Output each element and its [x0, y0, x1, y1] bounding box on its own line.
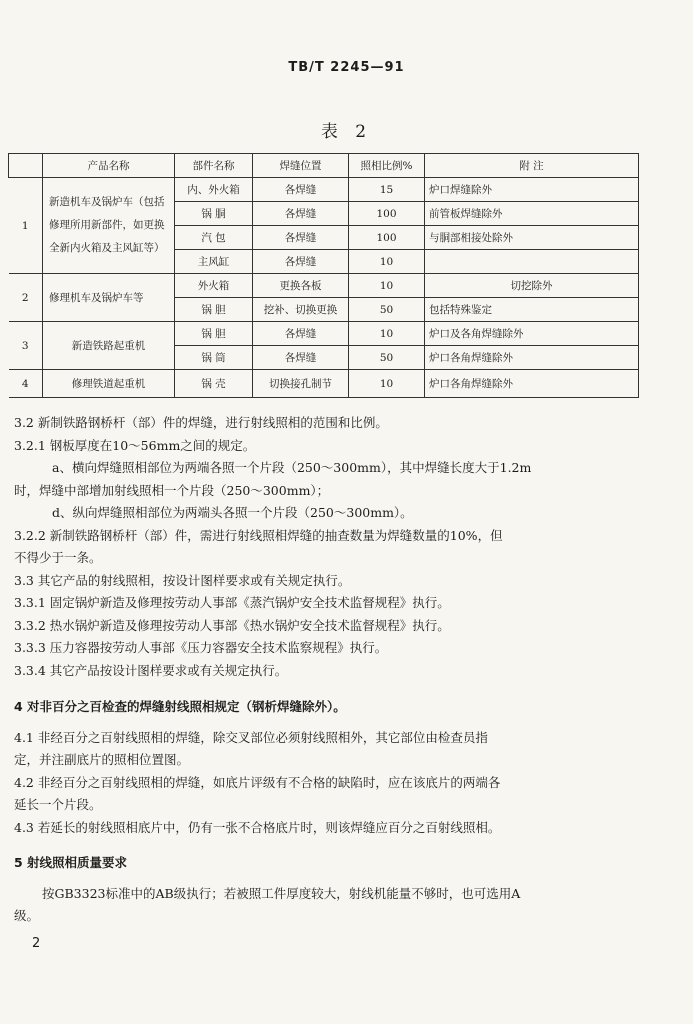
- table-2: [8, 153, 639, 398]
- ratio: 10: [349, 274, 425, 298]
- ratio: 50: [349, 346, 425, 370]
- clause-3-2-2: 3.2.2 新制铁路钢桥杆（部）件，需进行射线照相焊缝的抽查数量为焊缝数量的10%，但: [14, 527, 503, 543]
- clause-5-text: 按GB3323标准中的AB级执行；若被照工件厚度较大，射线机能量不够时，也可选用A: [42, 885, 521, 901]
- row-number: 2: [9, 274, 43, 322]
- section-4-heading: 4 对非百分之百检查的焊缝射线照相规定（钢析焊缝除外）。: [14, 699, 346, 714]
- clause-4-3: 4.3 若延长的射线照相底片中，仍有一张不合格底片时，则该焊缝应百分之百射线照相。: [14, 819, 501, 835]
- product-name: 修理机车及锅炉车等: [43, 274, 175, 322]
- weld-position: 各焊缝: [253, 202, 349, 226]
- note: 切挖除外: [425, 274, 639, 298]
- note: [425, 250, 639, 274]
- section-5-heading: 5 射线照相质量要求: [14, 855, 128, 870]
- part-name: 主风缸: [175, 250, 253, 274]
- ratio: 10: [349, 322, 425, 346]
- clause-3-2-2-cont: 不得少于一条。: [14, 550, 102, 565]
- clause-3-3-3: 3.3.3 压力容器按劳动人事部《压力容器安全技术监察规程》执行。: [14, 640, 388, 655]
- note: 炉口焊缝除外: [425, 178, 639, 202]
- part-name: 锅 胆: [175, 298, 253, 322]
- doc-header: TB/T 2245—91: [288, 60, 405, 75]
- clause-3-3-1: 3.3.1 固定锅炉新造及修理按劳动人事部《蒸汽锅炉安全技术监督规程》执行。: [14, 595, 450, 610]
- ratio: 100: [349, 202, 425, 226]
- section-5: [14, 852, 614, 928]
- product-name: 新造铁路起重机: [43, 322, 175, 370]
- part-name: 锅 胆: [175, 322, 253, 346]
- weld-position: 更换各板: [253, 274, 349, 298]
- table-header-row: [9, 154, 639, 178]
- item-a-cont: 时，焊缝中部增加射线照相一个片段（250～300mm）；: [14, 482, 330, 498]
- clause-3-2-1: 3.2.1 钢板厚度在10～56mm之间的规定。: [14, 437, 256, 453]
- product-name: 修理铁道起重机: [43, 370, 175, 398]
- part-name: 内、外火箱: [175, 178, 253, 202]
- clause-4-2: 4.2 非经百分之百射线照相的焊缝，如底片评级有不合格的缺陷时，应在该底片的两端各: [14, 774, 501, 790]
- clause-3-3-2: 3.3.2 热水锅炉新造及修理按劳动人事部《热水锅炉安全技术监督规程》执行。: [14, 617, 450, 633]
- part-name: 锅 胴: [175, 202, 253, 226]
- clause-3-2: 3.2 新制铁路钢桥杆（部）件的焊缝，进行射线照相的范围和比例。: [14, 415, 388, 430]
- note: 与胴部相接处除外: [425, 226, 639, 250]
- ratio: 15: [349, 178, 425, 202]
- row-number: 3: [9, 322, 43, 370]
- page-number: 2: [32, 936, 41, 951]
- table-row: [9, 274, 639, 298]
- ratio: 50: [349, 298, 425, 322]
- col-header-note: 附 注: [425, 154, 639, 178]
- col-header-position: 焊缝位置: [253, 154, 349, 178]
- weld-position: 挖补、切换更换: [253, 298, 349, 322]
- part-name: 外火箱: [175, 274, 253, 298]
- col-header-ratio: 照相比例%: [349, 154, 425, 178]
- part-name: 汽 包: [175, 226, 253, 250]
- clause-4-1-cont: 定，并注副底片的照相位置图。: [14, 752, 190, 767]
- note: 包括特殊鉴定: [425, 298, 639, 322]
- table-caption: 表 2: [320, 122, 373, 142]
- note: 炉口各角焊缝除外: [425, 346, 639, 370]
- col-header-part: 部件名称: [175, 154, 253, 178]
- part-name: 锅 筒: [175, 346, 253, 370]
- weld-position: 切换接孔制节: [253, 370, 349, 398]
- ratio: 100: [349, 226, 425, 250]
- col-header-no: [9, 154, 43, 178]
- weld-position: 各焊缝: [253, 178, 349, 202]
- clause-4-1: 4.1 非经百分之百射线照相的焊缝，除交叉部位必须射线照相外，其它部位由检查员指: [14, 729, 488, 745]
- ratio: 10: [349, 250, 425, 274]
- clause-4-2-cont: 延长一个片段。: [14, 797, 102, 812]
- item-a: a、横向焊缝照相部位为两端各照一个片段（250～300mm），其中焊缝长度大于1.2m: [52, 460, 532, 475]
- table-row: [9, 370, 639, 398]
- part-name: 锅 壳: [175, 370, 253, 398]
- table-row: [9, 178, 639, 202]
- table-row: [9, 322, 639, 346]
- weld-position: 各焊缝: [253, 346, 349, 370]
- row-number: 1: [9, 178, 43, 274]
- clause-3-3: 3.3 其它产品的射线照相，按设计图样要求或有关规定执行。: [14, 572, 351, 588]
- note: 炉口各角焊缝除外: [425, 370, 639, 398]
- row-number: 4: [9, 370, 43, 398]
- weld-position: 各焊缝: [253, 250, 349, 274]
- product-name: 新造机车及锅炉车（包括修理所用新部件，如更换全新内火箱及主风缸等）: [43, 178, 175, 274]
- clause-3-3-4: 3.3.4 其它产品按设计图样要求或有关规定执行。: [14, 662, 288, 678]
- ratio: 10: [349, 370, 425, 398]
- note: 前管板焊缝除外: [425, 202, 639, 226]
- item-d: d、纵向焊缝照相部位为两端头各照一个片段（250～300mm）。: [52, 505, 413, 520]
- section-4: [14, 696, 614, 839]
- weld-position: 各焊缝: [253, 322, 349, 346]
- weld-position: 各焊缝: [253, 226, 349, 250]
- clause-5-text-cont: 级。: [14, 908, 40, 923]
- body-text: [14, 412, 614, 682]
- col-header-product: 产品名称: [43, 154, 175, 178]
- note: 炉口及各角焊缝除外: [425, 322, 639, 346]
